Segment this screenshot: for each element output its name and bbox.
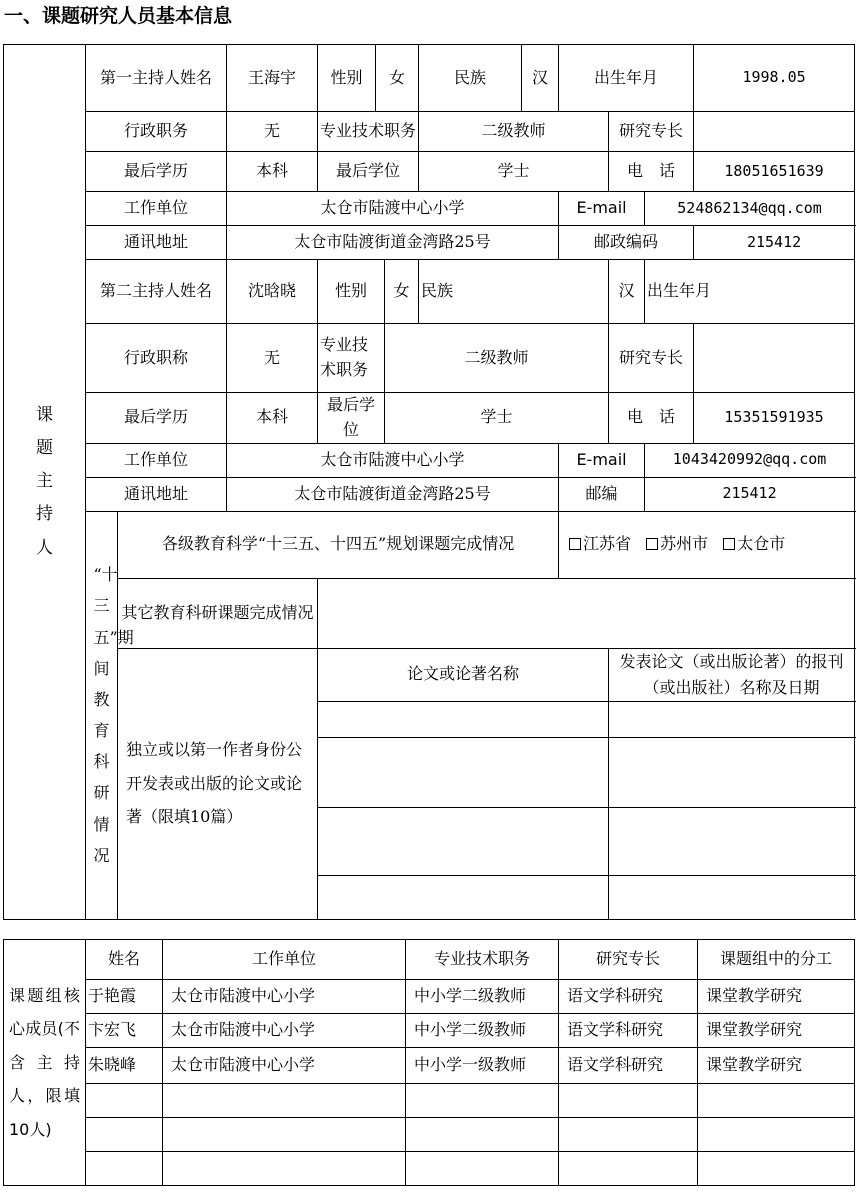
host1-degree-label: 最后学位	[318, 152, 419, 192]
paper-pub-1[interactable]	[609, 701, 855, 737]
member-role[interactable]: 课堂教学研究	[698, 1048, 855, 1084]
member-title[interactable]: 中小学一级教师	[406, 1048, 559, 1084]
paper-name-2[interactable]	[318, 737, 609, 807]
host2-title-label: 专业技术职务	[318, 324, 385, 393]
host2-degree[interactable]: 学士	[385, 393, 609, 444]
host1-title[interactable]: 二级教师	[419, 112, 609, 152]
host1-ethnic[interactable]: 汉	[522, 45, 559, 112]
host1-birth[interactable]: 1998.05	[694, 45, 855, 112]
host2-email[interactable]: 1043420992@qq.com	[645, 443, 855, 477]
member-unit[interactable]	[163, 1118, 406, 1152]
host2-edu[interactable]: 本科	[227, 393, 318, 444]
period-label: “十三五”期间教育科研情况	[86, 511, 118, 919]
host2-admin-label: 行政职称	[86, 324, 227, 393]
member-name[interactable]: 朱晓峰	[86, 1048, 163, 1084]
host2-name[interactable]: 沈晗晓	[227, 260, 318, 324]
member-role[interactable]	[698, 1118, 855, 1152]
member-specialty[interactable]	[559, 1118, 698, 1152]
member-title[interactable]: 中小学二级教师	[406, 980, 559, 1014]
host2-address[interactable]: 太仓市陆渡街道金湾路25号	[227, 477, 559, 511]
checkbox-suzhou[interactable]: 苏州市	[646, 534, 708, 553]
member-name[interactable]: 卞宏飞	[86, 1014, 163, 1048]
host1-title-label: 专业技术职务	[318, 112, 419, 152]
paper-pub-3[interactable]	[609, 807, 855, 875]
host1-name-label: 第一主持人姓名	[86, 45, 227, 112]
host1-postcode-label: 邮政编码	[559, 226, 694, 260]
host1-admin-label: 行政职务	[86, 112, 227, 152]
member-unit[interactable]	[163, 1152, 406, 1186]
members-label: 课题组核心成员(不含主持人，限填10人)	[4, 940, 86, 1186]
host1-degree[interactable]: 学士	[419, 152, 609, 192]
host1-birth-label: 出生年月	[559, 45, 694, 112]
checkbox-jiangsu[interactable]: 江苏省	[569, 534, 631, 553]
member-specialty[interactable]: 语文学科研究	[559, 1048, 698, 1084]
section-title: 一、课题研究人员基本信息	[4, 5, 233, 27]
host2-edu-label: 最后学历	[86, 393, 227, 444]
host1-specialty-label: 研究专长	[609, 112, 694, 152]
members-header-role: 课题组中的分工	[698, 940, 855, 980]
host1-unit[interactable]: 太仓市陆渡中心小学	[227, 192, 559, 226]
host2-degree-label: 最后学位	[318, 393, 385, 444]
host1-edu[interactable]: 本科	[227, 152, 318, 192]
members-header-specialty: 研究专长	[559, 940, 698, 980]
member-name[interactable]	[86, 1084, 163, 1118]
host1-specialty[interactable]	[694, 112, 855, 152]
member-name[interactable]	[86, 1152, 163, 1186]
member-role[interactable]	[698, 1084, 855, 1118]
member-role[interactable]	[698, 1152, 855, 1186]
host2-gender-label: 性别	[318, 260, 385, 324]
host1-unit-label: 工作单位	[86, 192, 227, 226]
host2-phone-label: 电 话	[609, 393, 694, 444]
host2-email-label: E-mail	[559, 443, 645, 477]
paper-name-4[interactable]	[318, 875, 609, 919]
member-specialty[interactable]	[559, 1152, 698, 1186]
paper-pub-2[interactable]	[609, 737, 855, 807]
checkbox-taicang[interactable]: 太仓市	[723, 534, 785, 553]
host2-phone[interactable]: 15351591935	[694, 393, 855, 444]
members-header-unit: 工作单位	[163, 940, 406, 980]
host2-specialty-label: 研究专长	[609, 324, 694, 393]
host1-email[interactable]: 524862134@qq.com	[645, 192, 855, 226]
provincial-checkboxes	[559, 511, 855, 578]
member-title[interactable]: 中小学二级教师	[406, 1014, 559, 1048]
papers-col-name: 论文或论著名称	[318, 648, 609, 701]
host-section-label: 课题主持人	[4, 45, 86, 920]
host2-name-label: 第二主持人姓名	[86, 260, 227, 324]
host2-unit[interactable]: 太仓市陆渡中心小学	[227, 443, 559, 477]
member-specialty[interactable]: 语文学科研究	[559, 1014, 698, 1048]
host2-gender[interactable]: 女	[385, 260, 419, 324]
paper-pub-4[interactable]	[609, 875, 855, 919]
provincial-label: 各级教育科学“十三五、十四五”规划课题完成情况	[118, 511, 559, 578]
members-header-name: 姓名	[86, 940, 163, 980]
host1-name[interactable]: 王海宇	[227, 45, 318, 112]
host1-address[interactable]: 太仓市陆渡街道金湾路25号	[227, 226, 559, 260]
member-unit[interactable]: 太仓市陆渡中心小学	[163, 980, 406, 1014]
member-unit[interactable]: 太仓市陆渡中心小学	[163, 1014, 406, 1048]
host2-birth-label: 出生年月	[645, 260, 855, 324]
host-info-table	[3, 44, 855, 920]
member-title[interactable]	[406, 1118, 559, 1152]
host2-postcode[interactable]: 215412	[645, 477, 855, 511]
members-header-title: 专业技术职务	[406, 940, 559, 980]
papers-label: 独立或以第一作者身份公开发表或出版的论文或论著（限填10篇）	[118, 648, 318, 919]
papers-col-pub: 发表论文（或出版论著）的报刊（或出版社）名称及日期	[609, 648, 855, 701]
host1-gender-label: 性别	[318, 45, 376, 112]
member-unit[interactable]	[163, 1084, 406, 1118]
member-unit[interactable]: 太仓市陆渡中心小学	[163, 1048, 406, 1084]
host1-address-label: 通讯地址	[86, 226, 227, 260]
host1-email-label: E-mail	[559, 192, 645, 226]
paper-name-1[interactable]	[318, 701, 609, 737]
host1-phone-label: 电 话	[609, 152, 694, 192]
members-table	[3, 939, 855, 1186]
member-name[interactable]	[86, 1118, 163, 1152]
host2-admin[interactable]: 无	[227, 324, 318, 393]
host2-postcode-label: 邮编	[559, 477, 645, 511]
host1-admin[interactable]: 无	[227, 112, 318, 152]
host2-address-label: 通讯地址	[86, 477, 227, 511]
host1-gender[interactable]: 女	[376, 45, 419, 112]
member-specialty[interactable]: 语文学科研究	[559, 980, 698, 1014]
other-label: 其它教育科研课题完成情况	[118, 578, 318, 648]
host2-unit-label: 工作单位	[86, 443, 227, 477]
host1-postcode[interactable]: 215412	[694, 226, 855, 260]
host2-ethnic-label: 民族	[419, 260, 609, 324]
host1-phone[interactable]: 18051651639	[694, 152, 855, 192]
host2-ethnic[interactable]: 汉	[609, 260, 645, 324]
host1-edu-label: 最后学历	[86, 152, 227, 192]
member-title[interactable]	[406, 1152, 559, 1186]
member-title[interactable]	[406, 1084, 559, 1118]
other-value[interactable]	[318, 578, 855, 648]
host2-title[interactable]: 二级教师	[385, 324, 609, 393]
member-role[interactable]: 课堂教学研究	[698, 1014, 855, 1048]
member-role[interactable]: 课堂教学研究	[698, 980, 855, 1014]
paper-name-3[interactable]	[318, 807, 609, 875]
member-name[interactable]: 于艳霞	[86, 980, 163, 1014]
host1-ethnic-label: 民族	[419, 45, 522, 112]
host2-specialty[interactable]	[694, 324, 855, 393]
member-specialty[interactable]	[559, 1084, 698, 1118]
